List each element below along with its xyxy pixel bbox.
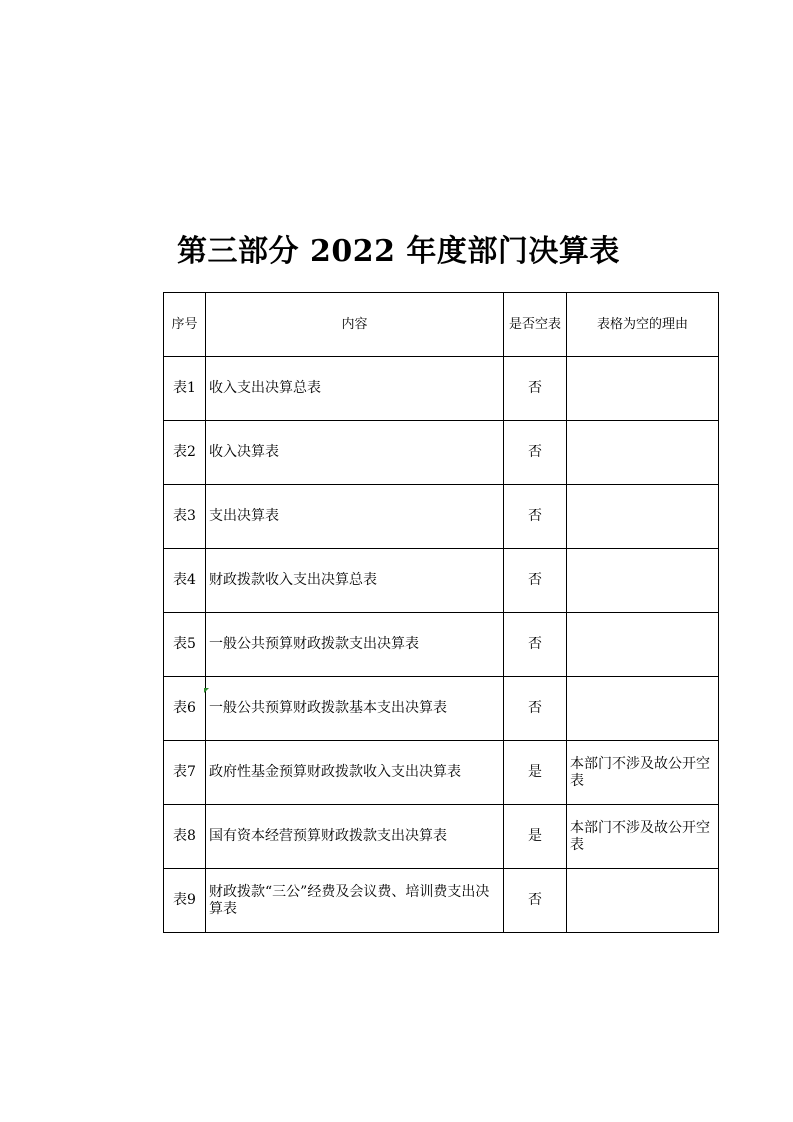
row-is-empty: 否: [504, 549, 567, 613]
row-is-empty: 否: [504, 485, 567, 549]
row-content: 一般公共预算财政拨款基本支出决算表: [206, 677, 504, 741]
row-content: 政府性基金预算财政拨款收入支出决算表: [206, 741, 504, 805]
row-is-empty: 否: [504, 421, 567, 485]
row-reason: [567, 421, 719, 485]
table-row: [164, 741, 719, 805]
budget-tables-index: [163, 292, 719, 933]
row-num: 表9: [164, 869, 206, 933]
row-is-empty: 是: [504, 741, 567, 805]
header-reason: 表格为空的理由: [567, 293, 719, 357]
row-is-empty: 否: [504, 869, 567, 933]
row-num: 表5: [164, 613, 206, 677]
table-row: [164, 485, 719, 549]
header-content: 内容: [206, 293, 504, 357]
row-is-empty: 否: [504, 677, 567, 741]
page-title: 第三部分 2022 年度部门决算表: [177, 234, 620, 269]
row-reason: 本部门不涉及故公开空表: [567, 741, 719, 805]
row-num: 表2: [164, 421, 206, 485]
table-row: [164, 357, 719, 421]
row-num: 表4: [164, 549, 206, 613]
row-content: 支出决算表: [206, 485, 504, 549]
cell-comment-marker-icon: [204, 688, 209, 693]
row-reason: [567, 869, 719, 933]
row-is-empty: 是: [504, 805, 567, 869]
header-is-empty: 是否空表: [504, 293, 567, 357]
row-num: 表3: [164, 485, 206, 549]
row-num: 表6: [164, 677, 206, 741]
row-num: 表7: [164, 741, 206, 805]
row-content: 财政拨款“三公”经费及会议费、培训费支出决算表: [206, 869, 504, 933]
table-row: [164, 677, 719, 741]
row-reason: [567, 485, 719, 549]
row-num: 表1: [164, 357, 206, 421]
table-row: [164, 421, 719, 485]
row-reason: [567, 357, 719, 421]
row-is-empty: 否: [504, 613, 567, 677]
row-reason: [567, 549, 719, 613]
row-is-empty: 否: [504, 357, 567, 421]
row-content: 国有资本经营预算财政拨款支出决算表: [206, 805, 504, 869]
row-reason: [567, 677, 719, 741]
row-num: 表8: [164, 805, 206, 869]
row-content: 收入支出决算总表: [206, 357, 504, 421]
table-row: [164, 805, 719, 869]
table-row: [164, 869, 719, 933]
table-header-row: [164, 293, 719, 357]
table-row: [164, 613, 719, 677]
row-content: 收入决算表: [206, 421, 504, 485]
row-content: 一般公共预算财政拨款支出决算表: [206, 613, 504, 677]
header-num: 序号: [164, 293, 206, 357]
table-row: [164, 549, 719, 613]
row-reason: 本部门不涉及故公开空表: [567, 805, 719, 869]
row-reason: [567, 613, 719, 677]
row-content: 财政拨款收入支出决算总表: [206, 549, 504, 613]
